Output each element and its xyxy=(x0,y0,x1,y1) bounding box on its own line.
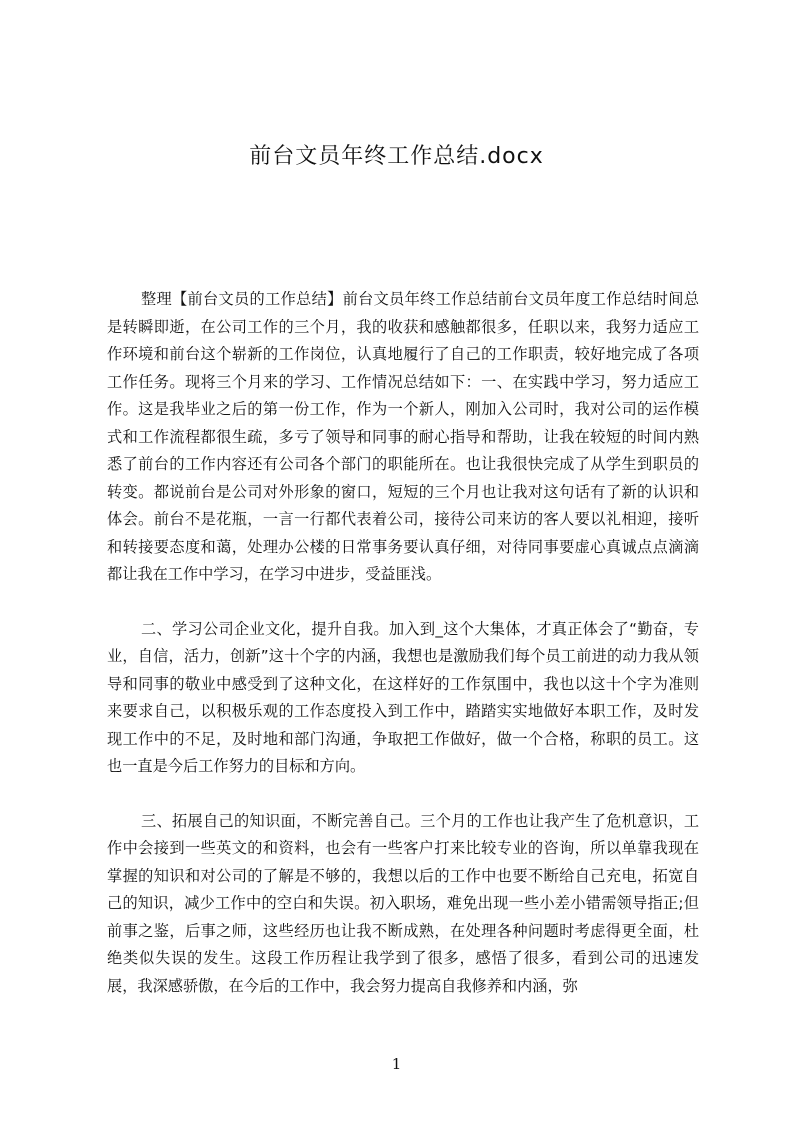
page-number: 1 xyxy=(391,1055,402,1073)
paragraph-1: 整理【前台文员的工作总结】前台文员年终工作总结前台文员年度工作总结时间总是转瞬即逝，在公司工作的三个月，我的收获和感触都很多，任职以来，我努力适应工作环境和前台这个崭新的工作岗位，认真地履行了自己的工作职责，较好地完成了各项工作任务。现将三个月来的学习、工作情况总结如下：一、在实践中学习，努力适应工作。这是我毕业之后的第一份工作，作为一个新人，刚加入公司时，我对公司的运作模式和工作流程都很生疏，多亏了领导和同事的耐心指导和帮助，让我在较短的时间内熟悉了前台的工作内容还有公司各个部门的职能所在。也让我很快完成了从学生到职员的转变。都说前台是公司对外形象的窗口，短短的三个月也让我对这句话有了新的认识和体会。前台不是花瓶，一言一行都代表着公司，接待公司来访的客人要以礼相迎，接听和转接要态度和蔼，处理办公楼的日常事务要认真仔细，对待同事要虚心真诚点点滴滴都让我在工作中学习，在学习中进步，受益匪浅。 xyxy=(107,290,699,583)
document-title: 前台文员年终工作总结.docx xyxy=(249,144,544,169)
document-body xyxy=(107,286,699,1000)
paragraph-3: 三、拓展自己的知识面，不断完善自己。三个月的工作也让我产生了危机意识，工作中会接到一些英文的和资料，也会有一些客户打来比较专业的咨询，所以单靠我现在掌握的知识和对公司的了解是不够的，我想以后的工作中也要不断给自己充电，拓宽自己的知识，减少工作中的空白和失误。初入职场，难免出现一些小差小错需领导指正;但前事之鉴，后事之师，这些经历也让我不断成熟，在处理各种问题时考虑得更全面，杜绝类似失误的发生。这段工作历程让我学到了很多，感悟了很多，看到公司的迅速发展，我深感骄傲，在今后的工作中，我会努力提高自我修养和内涵，弥 xyxy=(107,811,699,995)
paragraph-2: 二、学习公司企业文化，提升自我。加入到_这个大集体，才真正体会了“勤奋，专业，自信，活力，创新”这十个字的内涵，我想也是激励我们每个员工前进的动力我从领导和同事的敬业中感受到了这种文化，在这样好的工作氛围中，我也以这十个字为准则来要求自己，以积极乐观的工作态度投入到工作中，踏踏实实地做好本职工作，及时发现工作中的不足，及时地和部门沟通，争取把工作做好，做一个合格，称职的员工。这也一直是今后工作努力的目标和方向。 xyxy=(107,619,699,775)
